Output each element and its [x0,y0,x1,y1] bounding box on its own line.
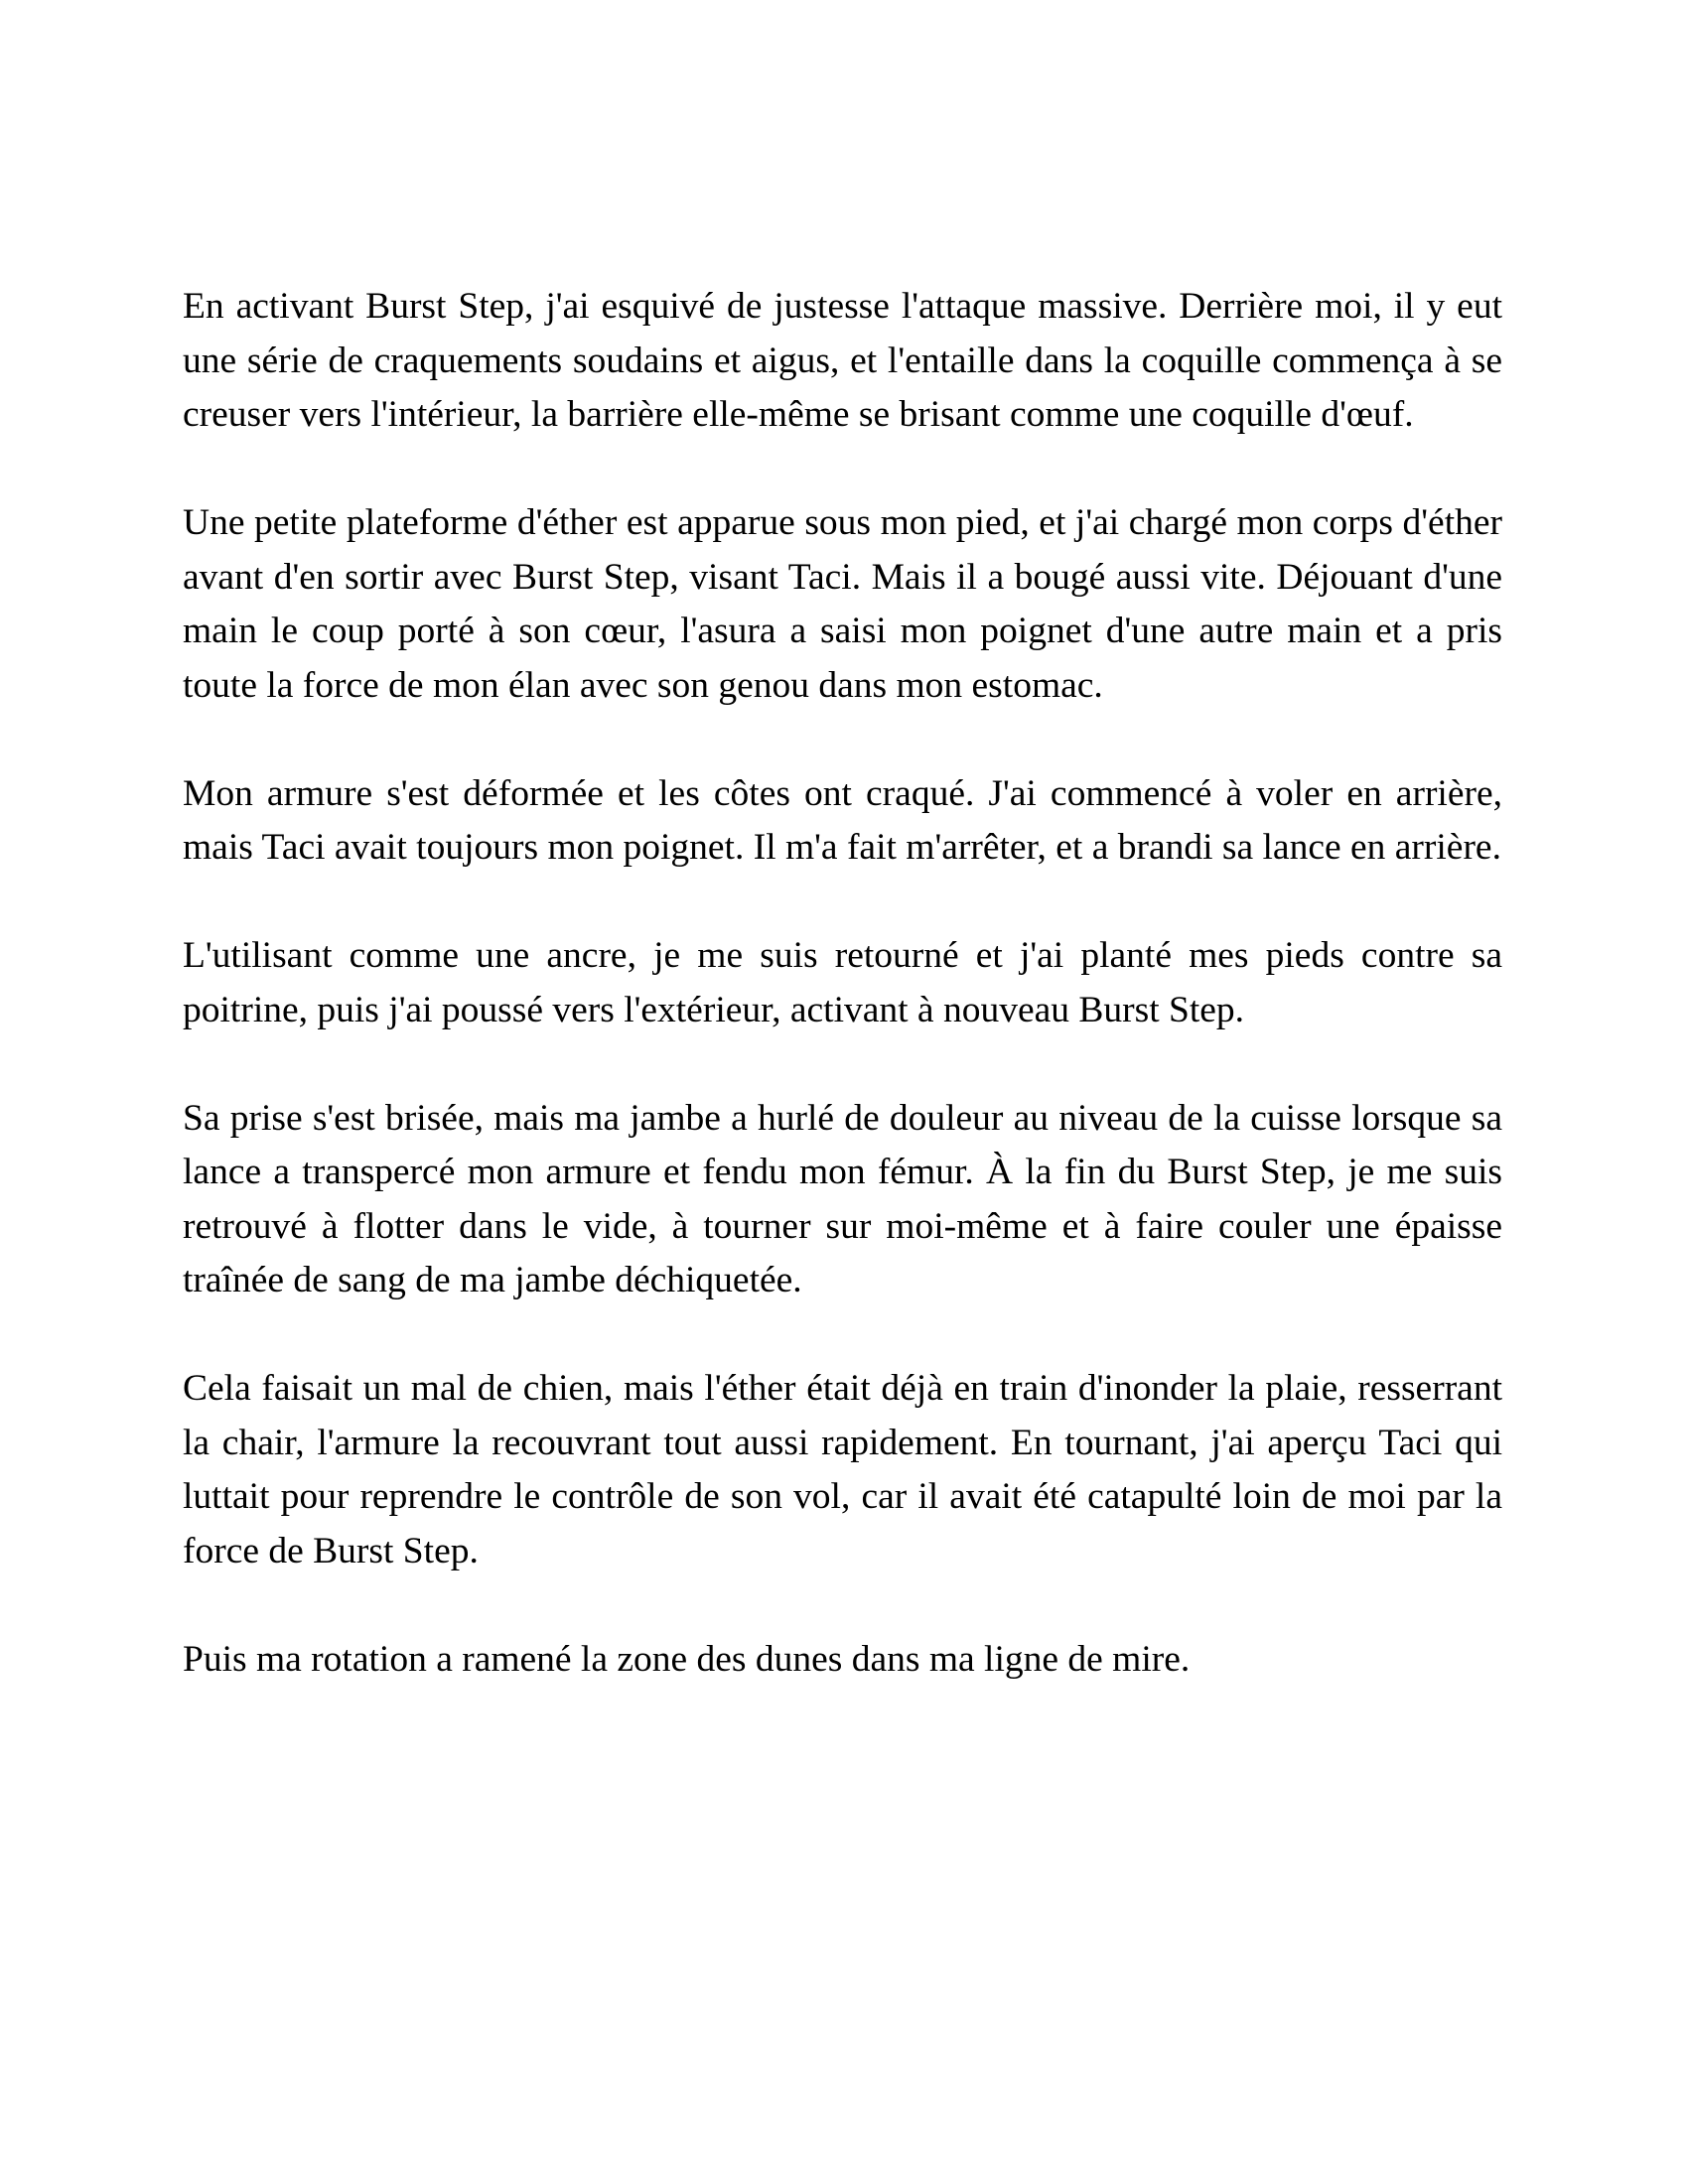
paragraph-2: Une petite plateforme d'éther est apparue sous mon pied, et j'ai chargé mon corps d'éther avant d'en sortir avec Burst Step, visant Taci. Mais il a bougé aussi vite. Déjouant d'une main le coup porté à son cœur, l'asura a saisi mon poignet d'une autre main et a pris toute la force de mon élan avec son genou dans mon estomac. [183,502,1502,706]
paragraph-5: Sa prise s'est brisée, mais ma jambe a hurlé de douleur au niveau de la cuisse lorsque sa lance a transpercé mon armure et fendu mon fémur. À la fin du Burst Step, je me suis retrouvé à flotter dans le vide, à tourner sur moi-même et à faire couler une épaisse traînée de sang de ma jambe déchiquetée. [183,1097,1502,1300]
paragraph-3: Mon armure s'est déformée et les côtes ont craqué. J'ai commencé à voler en arrière, mais Taci avait toujours mon poignet. Il m'a fait m'arrêter, et a brandi sa lance en arrière. [183,772,1502,868]
paragraph-4: L'utilisant comme une ancre, je me suis retourné et j'ai planté mes pieds contre sa poitrine, puis j'ai poussé vers l'extérieur, activant à nouveau Burst Step. [183,935,1502,1030]
document-body [183,280,1502,1687]
paragraph-7: Puis ma rotation a ramené la zone des dunes dans ma ligne de mire. [183,1638,1191,1680]
paragraph-6: Cela faisait un mal de chien, mais l'éther était déjà en train d'inonder la plaie, resserrant la chair, l'armure la recouvrant tout aussi rapidement. En tournant, j'ai aperçu Taci qui luttait pour reprendre le contrôle de son vol, car il avait été catapulté loin de moi par la force de Burst Step. [183,1368,1502,1571]
paragraph-1: En activant Burst Step, j'ai esquivé de justesse l'attaque massive. Derrière moi, il y eut une série de craquements soudains et aigus, et l'entaille dans la coquille commença à se creuser vers l'intérieur, la barrière elle-même se brisant comme une coquille d'œuf. [183,286,1502,435]
